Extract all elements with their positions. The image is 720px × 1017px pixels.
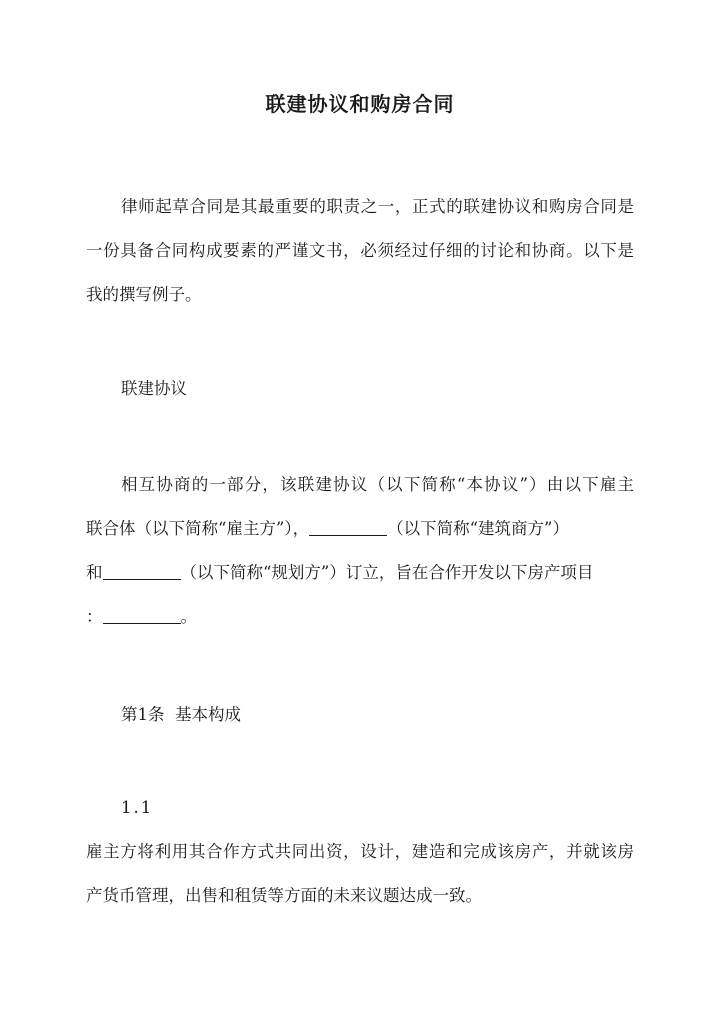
document-title: 联建协议和购房合同 [265,92,455,116]
clause-number: 1.1 [121,798,154,817]
planner-text: （以下简称“规划方”）订立，旨在合作开发以下房产项目 [180,563,594,582]
agreement-line-3 [86,551,634,595]
agreement-line-1: 相互协商的一部分，该联建协议（以下简称“本协议”）由以下雇主 [121,475,634,494]
clause-paragraph [86,830,634,918]
agreement-paragraph [86,463,634,639]
section-heading: 联建协议 [121,379,187,398]
colon-text: ： [86,607,103,626]
agreement-line-2 [86,507,634,551]
project-blank-field[interactable] [103,622,181,624]
agreement-line-4 [86,595,634,639]
intro-line-3: 我的撰写例子。 [86,285,202,304]
intro-paragraph [86,185,634,317]
clause-line-1: 雇主方将利用其合作方式共同出资，设计，建造和完成该房产，并就该房 [86,842,634,861]
planner-blank-field[interactable] [103,578,181,580]
clause-line-2: 产货币管理，出售和租赁等方面的未来议题达成一致。 [86,886,482,905]
intro-line-2: 一份具备合同构成要素的严谨文书，必须经过仔细的讨论和协商。以下是 [86,241,634,260]
employer-text: 联合体（以下简称“雇主方”）， [86,519,310,538]
builder-blank-field[interactable] [309,534,387,536]
builder-text: （以下简称“建筑商方”） [387,519,569,538]
and-text: 和 [86,563,103,582]
article-heading: 第1条 基本构成 [121,705,241,724]
intro-line-1: 律师起草合同是其最重要的职责之一，正式的联建协议和购房合同是 [121,197,634,216]
period-text: 。 [180,607,197,626]
